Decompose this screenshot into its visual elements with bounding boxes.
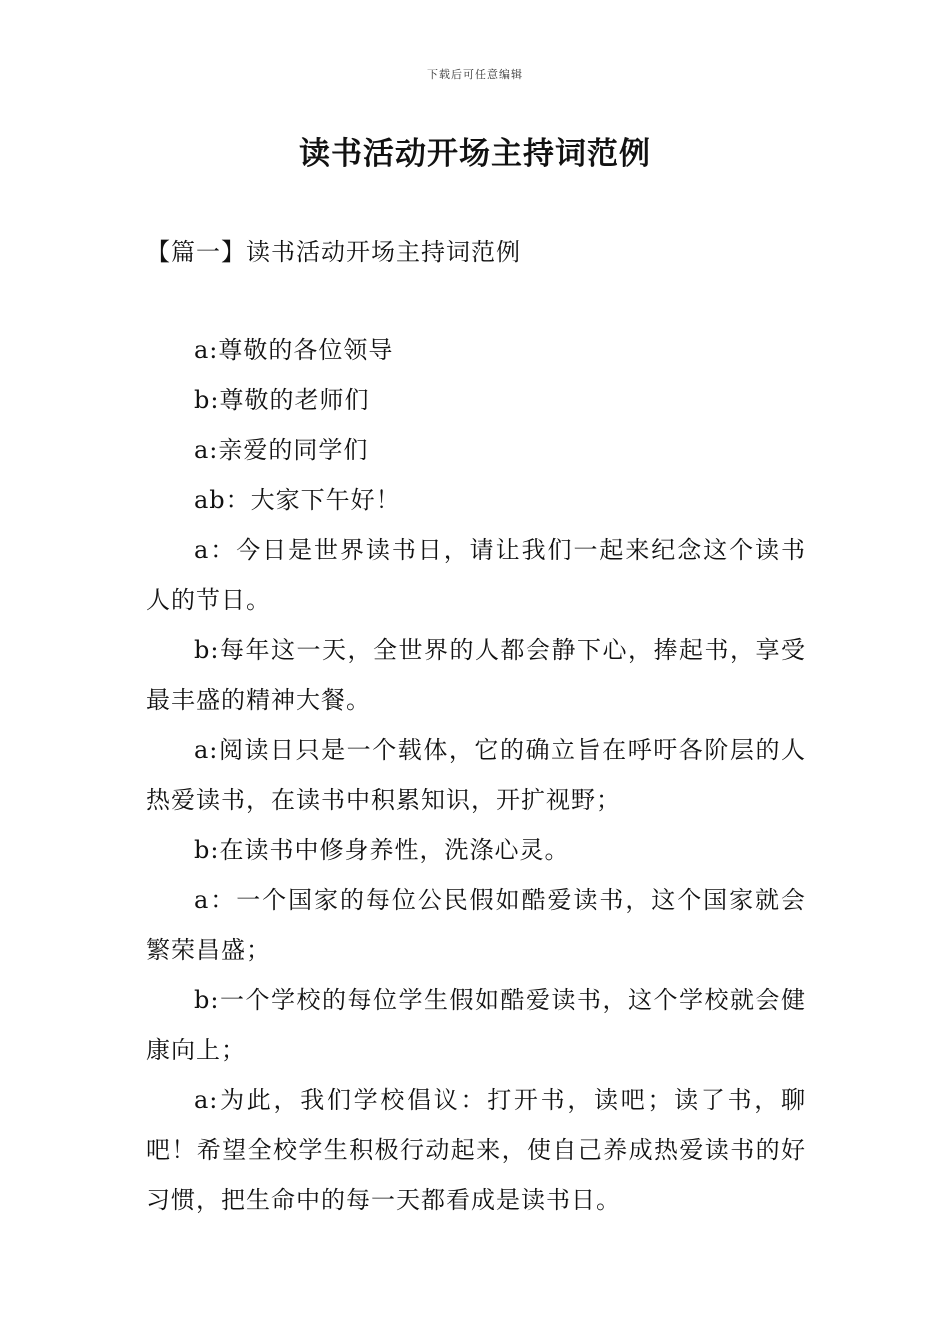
paragraph: a:亲爱的同学们: [194, 436, 369, 464]
paragraph: a：今日是世界读书日，请让我们一起来纪念这个读书人的节日。: [146, 536, 806, 614]
paragraph: a:为此，我们学校倡议：打开书，读吧；读了书，聊吧！希望全校学生积极行动起来，使自己养成热爱读书的好习惯，把生命中的每一天都看成是读书日。: [146, 1086, 806, 1214]
paragraph: a：一个国家的每位公民假如酷爱读书，这个国家就会繁荣昌盛；: [146, 886, 806, 964]
section-heading: 【篇一】读书活动开场主持词范例: [146, 238, 521, 266]
body-text: [146, 325, 806, 1225]
paragraph: a:尊敬的各位领导: [194, 336, 394, 364]
document-title: 读书活动开场主持词范例: [299, 136, 651, 172]
paragraph: b:每年这一天，全世界的人都会静下心，捧起书，享受最丰盛的精神大餐。: [146, 636, 806, 714]
paragraph: b:在读书中修身养性，洗涤心灵。: [194, 836, 570, 864]
paragraph: a:阅读日只是一个载体，它的确立旨在呼吁各阶层的人热爱读书，在读书中积累知识，开扩视野；: [146, 736, 806, 814]
paragraph: b:一个学校的每位学生假如酷爱读书，这个学校就会健康向上；: [146, 986, 806, 1064]
paragraph: ab：大家下午好！: [194, 486, 401, 514]
header-note: 下载后可任意编辑: [427, 68, 523, 81]
paragraph: b:尊敬的老师们: [194, 386, 370, 414]
